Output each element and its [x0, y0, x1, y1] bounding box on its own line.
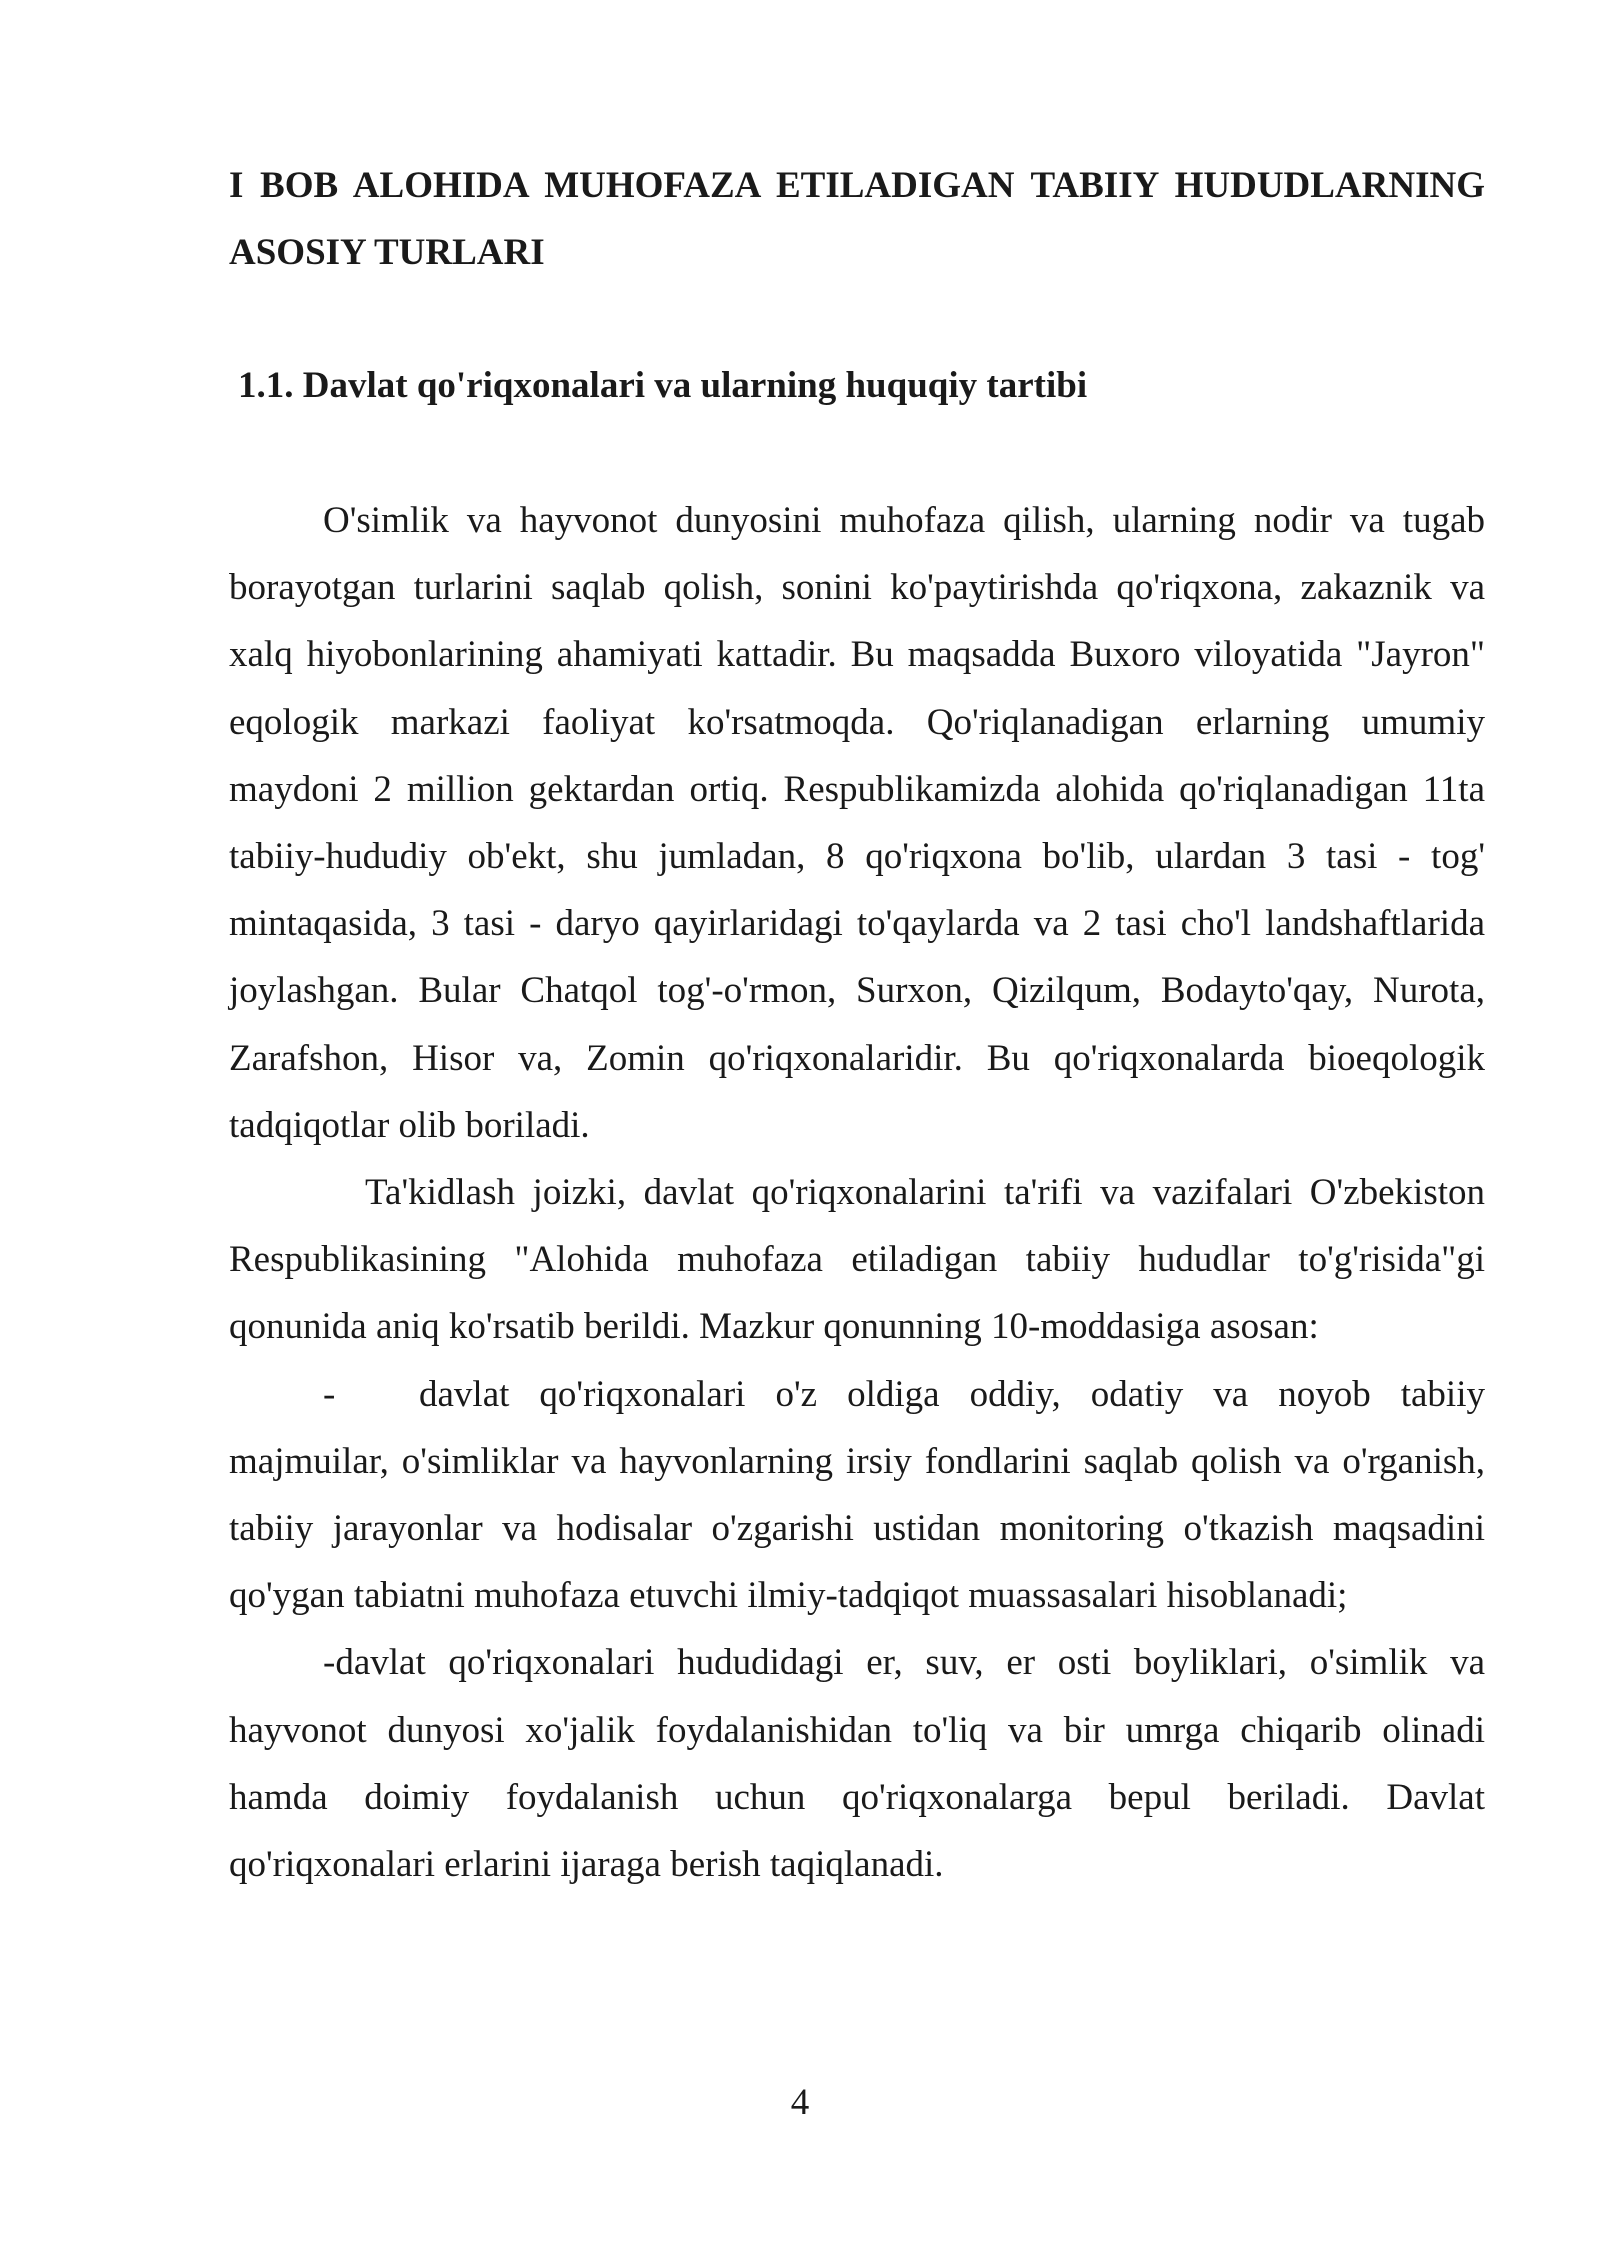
list-dash: -: [323, 1373, 336, 1415]
paragraph-intro: O'simlik va hayvonot dunyosini muhofaza qilish, ularning nodir va tugab borayotgan turlarini saqlab qolish, sonini ko'paytirishda qo'riqxona, zakaznik va xalq hiyobonlarining ahamiyati kattadir. Bu maqsadda Buxoro viloyatida "Jayron" eqologik markazi faoliyat ko'rsatmoqda. Qo'riqlanadigan erlarning umumiy maydoni 2 million gektardan ortiq. Respublikamizda alohida qo'riqlanadigan 11ta tabiiy-hududiy ob'ekt, shu jumladan, 8 qo'riqxona bo'lib, ulardan 3 tasi - tog' mintaqasida, 3 tasi - daryo qayirlaridagi to'qaylarda va 2 tasi cho'l landshaftlarida joylashgan. Bular Chatqol tog'-o'rmon, Surxon, Qizilqum, Bodayto'qay, Nurota, Zarafshon, Hisor va, Zomin qo'riqxonalaridir. Bu qo'riqxonalarda bioeqologik tadqiqotlar olib boriladi.: [229, 500, 1485, 1146]
list-item-first-text: davlat qo'riqxonalari o'z oldiga oddiy, odatiy va noyob tabiiy majmuilar, o'simliklar va hayvonlarning irsiy fondlarini saqlab qolish va o'rganish, tabiiy jarayonlar va hodisalar o'zgarishi ustidan monitoring o'tkazish maqsadini qo'ygan tabiatni muhofaza etuvchi ilmiy-tadqiqot muassasalari hisoblanadi;: [229, 1373, 1485, 1617]
body-text: [229, 487, 1485, 1898]
list-item-second: -davlat qo'riqxonalari hududidagi er, suv, er osti boyliklari, o'simlik va hayvonot dunyosi xo'jalik foydalanishidan to'liq va bir umrga chiqarib olinadi hamda doimiy foydalanish uchun qo'riqxonalarga bepul beriladi. Davlat qo'riqxonalari erlarini ijaraga berish taqiqlanadi.: [229, 1642, 1485, 1886]
list-item-first: [229, 1361, 1485, 1630]
chapter-title: I BOB ALOHIDA MUHOFAZA ETILADIGAN TABIIY HUDUDLARNING ASOSIY TURLARI: [229, 165, 1485, 273]
page-number: 4: [790, 2082, 810, 2123]
document-page: [229, 152, 1485, 1898]
paragraph-law-reference: Ta'kidlash joizki, davlat qo'riqxonalarini ta'rifi va vazifalari O'zbekiston Respublikasining "Alohida muhofaza etiladigan tabiiy hududlar to'g'risida"gi qonunida aniq ko'rsatib berildi. Mazkur qonunning 10-moddasiga asosan:: [229, 1172, 1485, 1348]
section-title: 1.1. Davlat qo'riqxonalari va ularning huquqiy tartibi: [238, 365, 1088, 406]
